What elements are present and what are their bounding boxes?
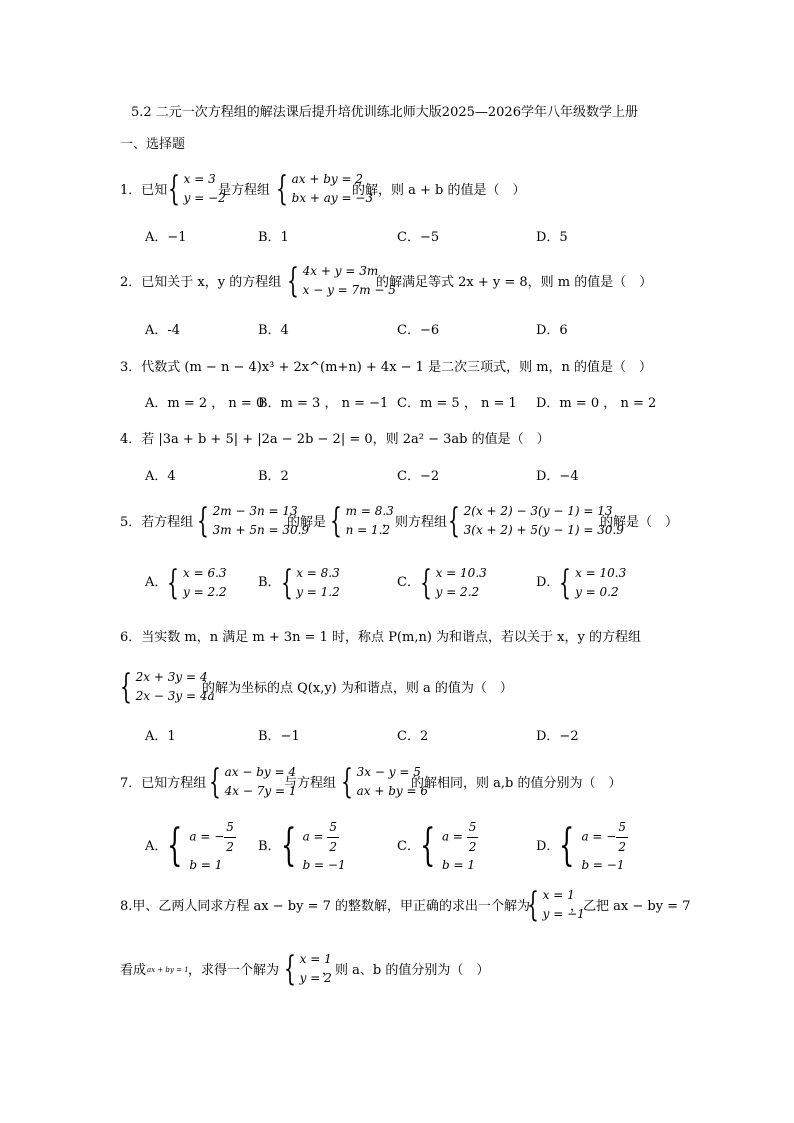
equation: y = 2.2 — [183, 584, 227, 599]
q6-line-1: 6．当实数 m，n 满足 m + 3n = 1 时，称点 P(m,n) 为和谐点，若以关于 x，y 的方程组 — [120, 630, 641, 645]
q8-small-equation: ax + by = 1 — [147, 966, 189, 974]
q8-suffix-2: ，则 a、b 的值分别为（ ） — [322, 963, 490, 978]
brace-icon: { — [280, 562, 293, 603]
q1-prefix: 1．已知 — [120, 183, 168, 198]
equation: x = 10.3 — [435, 566, 487, 580]
q8-prefix-2: 看成 — [120, 963, 147, 978]
q5-system-2 — [448, 502, 624, 539]
option-c: C．−5 — [397, 230, 440, 245]
brace-icon: { — [287, 260, 299, 301]
q7-suffix: 的解相同，则 a,b 的值分别为（ ） — [411, 776, 622, 791]
b-value: b = 1 — [189, 858, 223, 873]
equation: ax − by = 4 — [224, 765, 297, 779]
option-a: A．4 — [145, 469, 176, 484]
option-b — [258, 818, 346, 875]
equation: y = −2 — [183, 190, 226, 205]
brace-icon: { — [559, 820, 575, 872]
option-label: B． — [258, 838, 281, 854]
q5-prefix: 5．若方程组 — [120, 515, 194, 530]
equation: bx + ay = −3 — [291, 190, 374, 205]
option-c — [397, 564, 487, 601]
option-d: D．−4 — [536, 469, 579, 484]
equation: y = −1 — [542, 906, 585, 921]
document-title: 5.2 二元一次方程组的解法课后提升培优训练北师大版2025—2026学年八年级数学上册 — [131, 105, 638, 120]
option-b — [258, 564, 340, 601]
equation: y = 2 — [299, 970, 332, 985]
option-b: B．m = 3 ， n = −1 — [258, 396, 389, 411]
option-a: A．-4 — [145, 323, 181, 338]
a-value: a = − $\frac{5}{2}$ — [581, 820, 626, 854]
option-a: A．m = 2 ， n = 0 — [145, 396, 265, 411]
option-b: B．4 — [258, 323, 289, 338]
equation: m = 8.3 — [345, 504, 394, 518]
brace-icon: { — [284, 948, 296, 989]
option-a: A．1 — [145, 729, 176, 744]
brace-icon: { — [120, 666, 132, 707]
q2-suffix: 的解满足等式 2x + y = 8，则 m 的值是（ ） — [376, 275, 653, 290]
q6-suffix: 的解为坐标的点 Q(x,y) 为和谐点，则 a 的值为（ ） — [202, 681, 513, 696]
equation: x = 1 — [299, 952, 332, 966]
option-a: A．−1 — [145, 230, 187, 245]
option-c: C．m = 5 ， n = 1 — [397, 396, 517, 411]
equation: x = 8.3 — [296, 566, 340, 580]
option-c: C．2 — [397, 729, 429, 744]
option-label: D． — [536, 838, 560, 854]
q8-prefix: 8.甲、乙两人同求方程 ax − by = 7 的整数解，甲正确的求出一个解为 — [120, 899, 531, 914]
equation: x = 1 — [542, 888, 575, 902]
option-d: D．5 — [536, 230, 568, 245]
option-b: B．−1 — [258, 729, 300, 744]
q8-suffix-1: ，乙把 ax − by = 7 — [570, 899, 691, 914]
a-value: a = $\frac{5}{2}$ — [302, 820, 338, 854]
q7-prefix: 7．已知方程组 — [120, 776, 207, 791]
equation: 3m + 5n = 30.9 — [212, 522, 310, 537]
a-value: a = $\frac{5}{2}$ — [441, 820, 477, 854]
equation: ax + by = 2 — [291, 172, 364, 186]
brace-icon: { — [167, 562, 180, 603]
equation: x = 6.3 — [183, 566, 227, 580]
q7-mid: 与方程组 — [284, 776, 337, 791]
q1-mid: 是方程组 — [218, 183, 271, 198]
b-value: b = −1 — [302, 858, 346, 873]
brace-icon: { — [276, 168, 288, 209]
option-c — [397, 818, 478, 875]
option-d — [536, 818, 628, 875]
brace-icon: { — [448, 500, 460, 541]
equation: x = 10.3 — [575, 566, 627, 580]
option-b: B．1 — [258, 230, 289, 245]
q2-prefix: 2．已知关于 x，y 的方程组 — [120, 275, 282, 290]
q5-suffix: 的解是（ ） — [600, 515, 679, 530]
q5-mid-2: ，则方程组 — [382, 515, 448, 530]
option-d: D．−2 — [536, 729, 579, 744]
equation: 2(x + 2) − 3(y − 1) = 13 — [463, 504, 613, 518]
equation: x − y = 7m − 5 — [302, 282, 396, 297]
option-label: C． — [397, 838, 420, 854]
equation: n = 1.2 — [345, 522, 391, 537]
equation: y = 2.2 — [435, 584, 480, 599]
equation: ax + by = 6 — [356, 783, 429, 798]
a-value: a = − $\frac{5}{2}$ — [189, 820, 234, 854]
option-c: C．−6 — [397, 323, 440, 338]
q4-text: 4．若 |3a + b + 5| + |2a − 2b − 2| = 0，则 2a² − 3ab 的值是（ ） — [120, 432, 550, 447]
q6-system — [120, 668, 215, 705]
option-c: C．−2 — [397, 469, 440, 484]
option-d: D．m = 0 ， n = 2 — [536, 396, 657, 411]
equation: y = 0.2 — [575, 584, 619, 599]
brace-icon: { — [168, 168, 180, 209]
equation: 4x + y = 3m — [302, 264, 379, 278]
option-a — [145, 818, 236, 875]
q1-suffix: 的解，则 a + b 的值是（ ） — [352, 183, 526, 198]
brace-icon: { — [341, 761, 353, 802]
equation: 2x − 3y = 4a — [135, 688, 215, 703]
brace-icon: { — [419, 562, 432, 603]
equation: 4x − 7y = 1 — [224, 783, 297, 798]
equation: 3x − y = 5 — [356, 765, 421, 779]
option-d: D．6 — [536, 323, 568, 338]
b-value: b = 1 — [441, 858, 475, 873]
equation: 2x + 3y = 4 — [135, 670, 208, 684]
option-label: A． — [145, 575, 168, 591]
equation: y = 1.2 — [296, 584, 340, 599]
option-label: C． — [397, 575, 420, 591]
equation: 2m − 3n = 13 — [212, 504, 298, 518]
brace-icon: { — [280, 820, 296, 872]
brace-icon: { — [197, 500, 209, 541]
q8-mid: ，求得一个解为 — [188, 963, 280, 978]
option-label: A． — [145, 838, 168, 854]
brace-icon: { — [559, 562, 572, 603]
option-label: B． — [258, 575, 281, 591]
brace-icon: { — [330, 500, 342, 541]
brace-icon: { — [527, 884, 539, 925]
equation: 3(x + 2) + 5(y − 1) = 30.9 — [463, 522, 624, 537]
q3-text: 3．代数式 (m − n − 4)x³ + 2x^(m+n) + 4x − 1 是二次三项式，则 m，n 的值是（ ） — [120, 360, 653, 375]
q5-mid-1: 的解是 — [287, 515, 327, 530]
b-value: b = −1 — [581, 858, 625, 873]
brace-icon: { — [419, 820, 436, 872]
brace-icon: { — [167, 820, 183, 872]
equation: x = 3 — [183, 172, 216, 186]
option-d — [536, 564, 626, 601]
brace-icon: { — [209, 761, 221, 802]
option-b: B．2 — [258, 469, 289, 484]
option-a — [145, 564, 227, 601]
option-label: D． — [536, 575, 560, 591]
section-heading: 一、选择题 — [120, 137, 186, 152]
